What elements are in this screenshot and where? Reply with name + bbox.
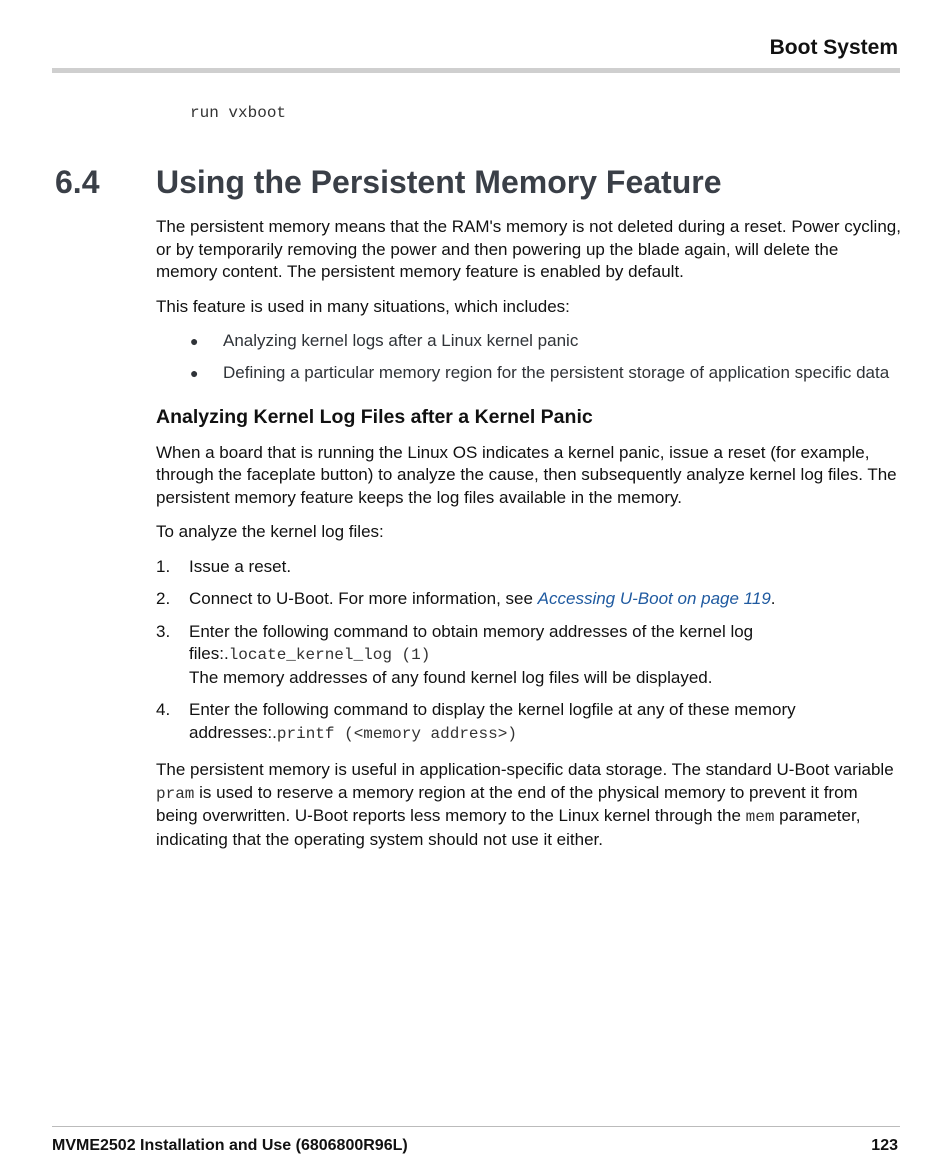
list-item xyxy=(156,362,902,385)
closing-text-a: The persistent memory is useful in application-specific data storage. The standard U-Boot variable xyxy=(156,760,894,779)
step-number: 3. xyxy=(156,621,171,641)
section-title: Using the Persistent Memory Feature xyxy=(156,164,722,200)
step-text: Enter the following command to obtain memory addresses of the kernel log files:. xyxy=(189,621,754,663)
subsection-heading: Analyzing Kernel Log Files after a Kernel Panic xyxy=(156,406,593,428)
list-item xyxy=(156,330,902,353)
list-item-text: Analyzing kernel logs after a Linux kernel panic xyxy=(223,331,579,350)
closing-text-b: is used to reserve a memory region at the end of the physical memory to prevent it from being overwritten. U-Boot reports less memory to the Linux kernel through the xyxy=(156,782,858,825)
step-item xyxy=(156,556,902,579)
closing-paragraph xyxy=(156,759,902,851)
step-note: The memory addresses of any found kernel log files will be displayed. xyxy=(189,667,713,687)
step-text: Issue a reset. xyxy=(189,556,292,576)
intro-paragraph-2: This feature is used in many situations, which includes: xyxy=(156,296,570,316)
step-number: 2. xyxy=(156,589,171,608)
bullet-icon: ● xyxy=(190,333,199,349)
list-item-text: Defining a particular memory region for the persistent storage of application specific data xyxy=(223,362,890,382)
subsection-paragraph-2: To analyze the kernel log files: xyxy=(156,522,384,541)
parameter-code: mem xyxy=(745,808,775,826)
section-number: 6.4 xyxy=(55,164,100,200)
running-header-title: Boot System xyxy=(769,36,898,59)
step-item xyxy=(156,588,902,611)
header-divider xyxy=(52,68,900,73)
footer-document-title: MVME2502 Installation and Use (6806800R96L) xyxy=(52,1137,408,1154)
closing-text-c: parameter, indicating that the operating system should not use it either. xyxy=(156,806,861,849)
command-code: printf (<memory address>) xyxy=(276,724,517,743)
bullet-icon: ● xyxy=(190,364,199,381)
subsection-paragraph-1: When a board that is running the Linux OS indicates a kernel panic, issue a reset (for example, through the faceplate button) to analyze the cause, then subsequently analyze kernel log files. The persistent memory feature keeps the log files available in the memory. xyxy=(156,442,897,507)
step-text: Enter the following command to display the kernel logfile at any of these memory addresses:. xyxy=(189,700,796,742)
footer-divider xyxy=(52,1126,900,1127)
procedure-steps xyxy=(156,556,902,746)
page-number: 123 xyxy=(871,1137,898,1154)
step-item xyxy=(156,699,902,745)
step-number: 4. xyxy=(156,700,171,719)
step-text: Connect to U-Boot. For more information, see xyxy=(189,589,538,608)
page-body xyxy=(156,216,902,863)
step-text-end: . xyxy=(770,589,776,608)
feature-list xyxy=(156,330,902,384)
variable-code: pram xyxy=(156,784,195,803)
step-item xyxy=(156,621,902,690)
cross-reference-link[interactable]: Accessing U-Boot on page 119 xyxy=(537,589,771,608)
intro-paragraph-1: The persistent memory means that the RAM's memory is not deleted during a reset. Power cycling, or by temporarily removing the power and then powering up the blade again, will delete the memory content. The persistent memory feature is enabled by default. xyxy=(156,217,901,281)
step-number: 1. xyxy=(156,556,171,576)
command-code: locate_kernel_log (1) xyxy=(228,646,431,664)
code-line: run vxboot xyxy=(190,104,287,122)
